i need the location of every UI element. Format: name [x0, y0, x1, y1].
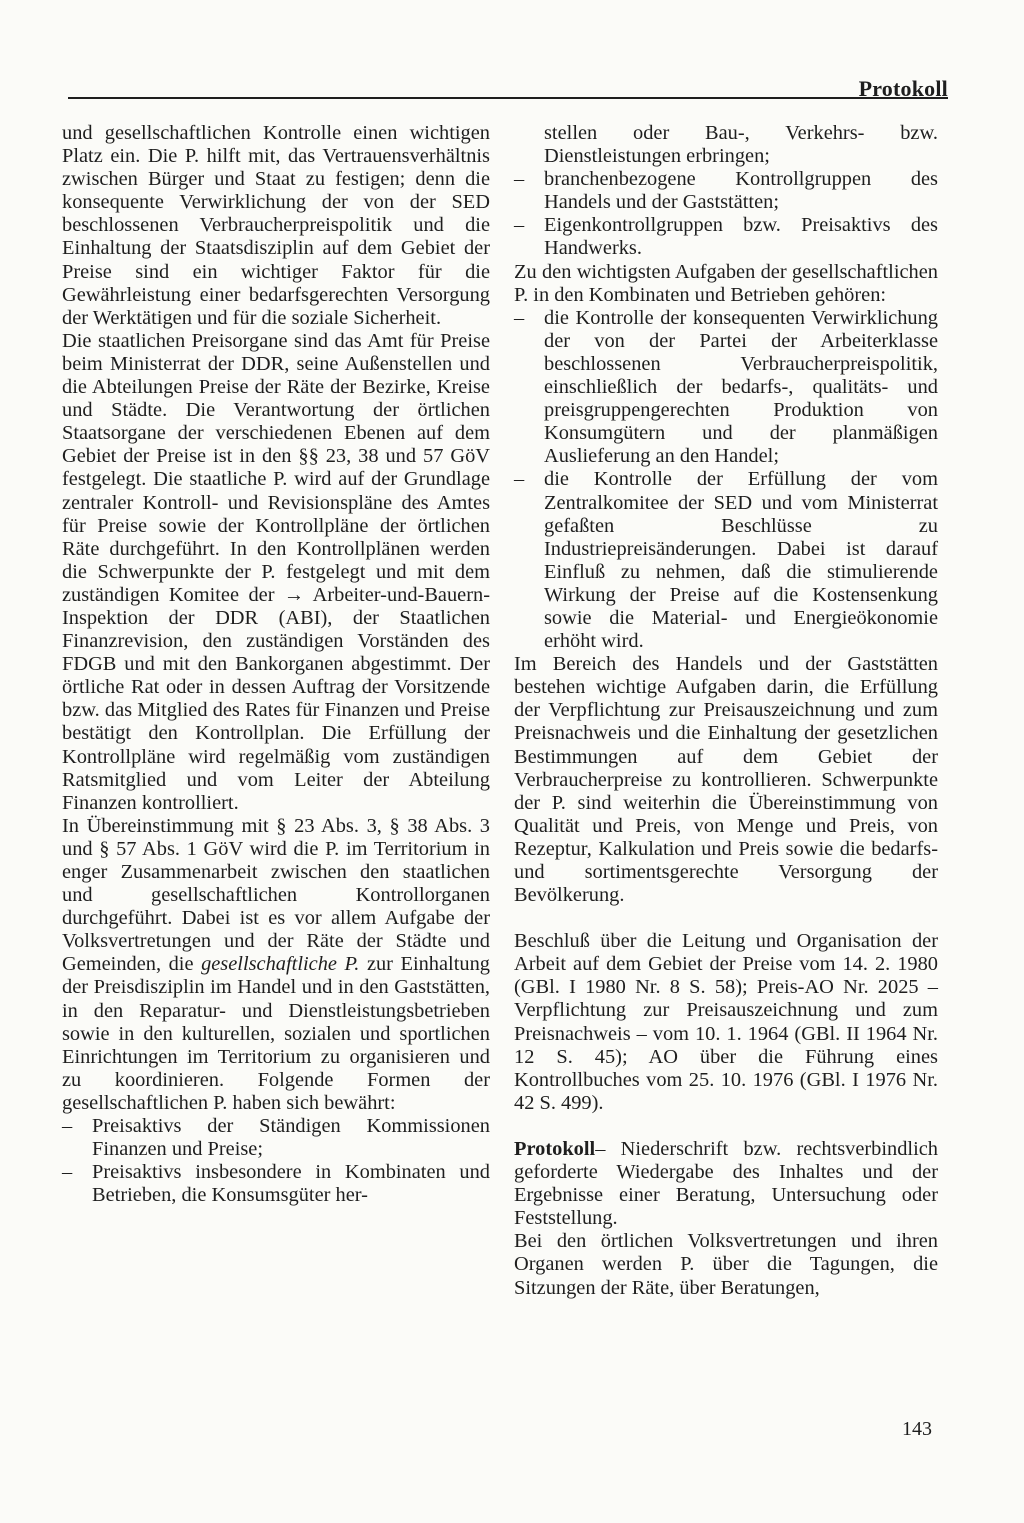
paragraph — [62, 815, 490, 1115]
paragraph: Zu den wichtigsten Aufgaben der gesellschaftlichen P. in den Kombinaten und Betrieben gehören: — [514, 260, 938, 306]
dash-bullet: – — [62, 1115, 73, 1138]
list-item — [514, 168, 938, 214]
dash-bullet: – — [514, 168, 525, 191]
right-column — [514, 122, 938, 1300]
left-column — [62, 122, 490, 1207]
paragraph: Bei den örtlichen Volksvertretungen und ihren Organen werden P. über die Tagungen, die Sitzungen der Räte, über Beratungen, — [514, 1230, 938, 1299]
list-item-text: die Kontrolle der konsequenten Verwirklichung der von der Partei der Arbeiterklasse beschlossenen Verbraucherpreispolitik, einschließlich der bedarfs-, qualitäts- und preisgruppengerechten Produktion von Konsumgütern und der planmäßigen Auslieferung an den Handel; — [544, 306, 938, 468]
dash-bullet: – — [514, 468, 525, 491]
running-header: Protokoll — [858, 76, 948, 101]
paragraph-text: In Übereinstimmung mit § 23 Abs. 3, § 38 Abs. 3 und § 57 Abs. 1 GöV wird die P. im Territorium in enger Zusammenarbeit zwischen den staatlichen und gesellschaftlichen Kontrollorganen durchgeführt. Dabei ist es vor allem Aufgabe der Volksvertretungen und der Räte der Städte und Gemeinden, die — [62, 814, 490, 976]
entry-definition: – Niederschrift bzw. rechtsverbindlich geforderte Wiedergabe des Inhaltes und der Ergebnisse einer Beratung, Untersuchung oder Feststellung. — [514, 1137, 938, 1230]
dash-bullet: – — [62, 1161, 73, 1184]
list-item-text: branchenbezogene Kontrollgruppen des Handels und der Gaststätten; — [544, 168, 938, 214]
italic-term: gesellschaftliche P. — [201, 953, 360, 976]
list-item-continuation: stellen oder Bau-, Verkehrs- bzw. Dienstleistungen erbringen; — [544, 122, 938, 168]
list-item-text: Preisaktivs insbesondere in Kombinaten und Betrieben, die Konsumsgüter her- — [92, 1161, 490, 1207]
legal-references: Beschluß über die Leitung und Organisation der Arbeit auf dem Gebiet der Preise vom 14. 2. 1980 (GBl. I 1980 Nr. 8 S. 58); Preis-AO Nr. 2025 – Verpflichtung zur Preisauszeichnung und zum Preisnachweis – vom 10. 1. 1964 (GBl. II 1964 Nr. 12 S. 45); AO über die Führung eines Kontrollbuches vom 25. 10. 1976 (GBl. I 1976 Nr. 42 S. 499). — [514, 930, 938, 1114]
paragraph: und gesellschaftlichen Kontrolle einen wichtigen Platz ein. Die P. hilft mit, das Vertrauensverhältnis zwischen Bürger und Staat zu festigen; denn die konsequente Verwirklichung der von der SED beschlossenen Verbraucherpreispolitik und die Einhaltung der Staatsdisziplin auf dem Gebiet der Preise sind ein wichtiger Faktor für die Gewährleistung einer bedarfsgerechten Versorgung der Werktätigen und für die soziale Sicherheit. — [62, 122, 490, 329]
list-item — [514, 468, 938, 653]
entry-term: Protokoll — [514, 1137, 596, 1160]
page-number: 143 — [902, 1418, 932, 1440]
paragraph: Die staatlichen Preisorgane sind das Amt für Preise beim Ministerrat der DDR, seine Außenstellen und die Abteilungen Preise der Räte der Bezirke, Kreise und Städte. Die Verantwortung der örtlichen Staatsorgane der verschiedenen Ebenen auf dem Gebiet der Preise ist in den §§ 23, 38 und 57 GöV festgelegt. Die staatliche P. wird auf der Grundlage zentraler Kontroll- und Revisionspläne des Amtes für Preise sowie der Kontrollpläne der örtlichen Räte durchgeführt. In den Kontrollplänen werden die Schwerpunkte der P. festgelegt und mit dem zuständigen Komitee der → Arbeiter-und-Bauern-Inspektion der DDR (ABI), der Staatlichen Finanzrevision, den zuständigen Vorständen des FDGB und mit den Bankorganen abgestimmt. Der örtliche Rat oder in dessen Auftrag der Vorsitzende bzw. das Mitglied des Rates für Finanzen und Preise bestätigt den Kontrollplan. Die Erfüllung der Kontrollpläne wird regelmäßig vom zuständigen Ratsmitglied und vom Leiter der Abteilung Finanzen kontrolliert. — [62, 329, 490, 814]
paragraph-text: zur Einhaltung der Preisdisziplin im Handel und in den Gaststätten, in den Reparatur- und Dienstleistungsbetrieben sowie in den kulturellen, sozialen und sportlichen Einrichtungen im Territorium zu organisieren und zu koordinieren. Folgende Formen der gesellschaftlichen P. haben sich bewährt: — [62, 953, 490, 1114]
list-item — [62, 1161, 490, 1207]
list-item-text: die Kontrolle der Erfüllung der vom Zentralkomitee der SED und vom Ministerrat gefaßten Beschlüsse zu Industriepreisänderungen. Dabei ist darauf Einfluß zu nehmen, daß die stimulierende Wirkung der Preise auf die Kostensenkung sowie die Material- und Energieökonomie erhöht wird. — [544, 468, 938, 653]
header-rule — [68, 97, 948, 99]
dash-bullet: – — [514, 306, 525, 329]
list-item-text: Eigenkontrollgruppen bzw. Preisaktivs des Handwerks. — [544, 214, 938, 260]
dash-bullet: – — [514, 214, 525, 237]
list-item — [514, 214, 938, 260]
paragraph: Im Bereich des Handels und der Gaststätten bestehen wichtige Aufgaben darin, die Erfüllung der Verpflichtung zur Preisauszeichnung und zum Preisnachweis und die Einhaltung der gesetzlichen Bestimmungen auf dem Gebiet der Verbraucherpreise zu kontrollieren. Schwerpunkte der P. sind weiterhin die Übereinstimmung von Qualität und Preis, von Menge und Preis, von Rezeptur, Kalkulation und Preis sowie die bedarfs- und sortimentsgerechte Versorgung der Bevölkerung. — [514, 653, 938, 907]
list-item — [514, 307, 938, 469]
dictionary-entry — [514, 1138, 938, 1230]
list-item-text: Preisaktivs der Ständigen Kommissionen Finanzen und Preise; — [92, 1115, 490, 1161]
list-item — [62, 1115, 490, 1161]
